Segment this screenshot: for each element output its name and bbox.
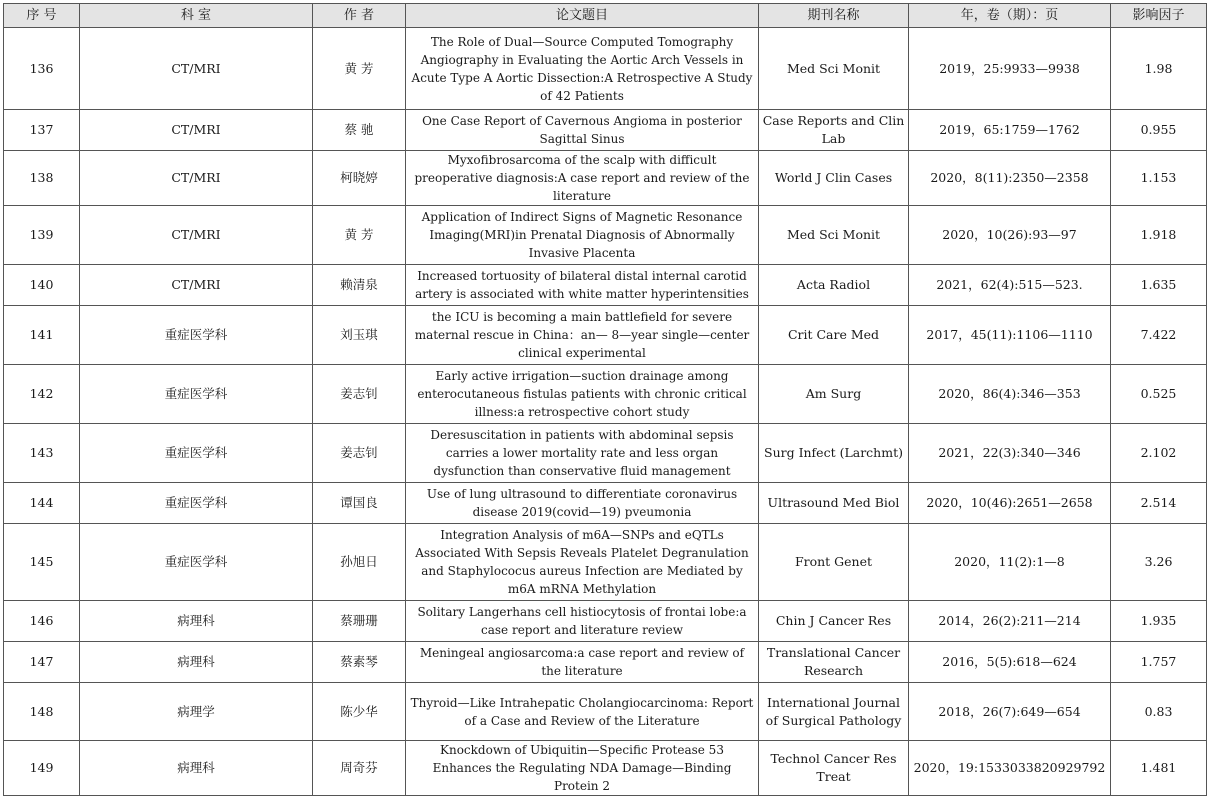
cell-seq: 138 xyxy=(4,151,80,206)
cell-impact: 1.757 xyxy=(1111,642,1207,683)
cell-title: One Case Report of Cavernous Angioma in posterior Sagittal Sinus xyxy=(406,110,759,151)
cell-dept: 病理科 xyxy=(80,741,313,796)
cell-dept: CT/MRI xyxy=(80,28,313,110)
cell-title: Myxofibrosarcoma of the scalp with difficult preoperative diagnosis:A case report and review of the literature xyxy=(406,151,759,206)
cell-dept: 重症医学科 xyxy=(80,524,313,601)
cell-pages: 2020，11(2):1—8 xyxy=(909,524,1111,601)
header-pages: 年，卷（期）：页 xyxy=(909,4,1111,28)
cell-impact: 2.514 xyxy=(1111,483,1207,524)
cell-title: Integration Analysis of m6A—SNPs and eQTLs Associated With Sepsis Reveals Platelet Degranulation and Staphylococus aureus Infection are Mediated by m6A mRNA Methylation xyxy=(406,524,759,601)
table-row xyxy=(4,741,1207,796)
cell-pages: 2020，8(11):2350—2358 xyxy=(909,151,1111,206)
cell-title: Knockdown of Ubiquitin—Specific Protease 53 Enhances the Regulating NDA Damage—Binding Protein 2 xyxy=(406,741,759,796)
cell-dept: CT/MRI xyxy=(80,265,313,306)
cell-journal: Med Sci Monit xyxy=(759,206,909,265)
cell-journal: Med Sci Monit xyxy=(759,28,909,110)
cell-journal: Am Surg xyxy=(759,365,909,424)
cell-impact: 1.98 xyxy=(1111,28,1207,110)
cell-author: 刘玉琪 xyxy=(313,306,406,365)
cell-seq: 136 xyxy=(4,28,80,110)
cell-seq: 141 xyxy=(4,306,80,365)
table-row xyxy=(4,483,1207,524)
cell-seq: 145 xyxy=(4,524,80,601)
cell-pages: 2017，45(11):1106—1110 xyxy=(909,306,1111,365)
cell-author: 谭国良 xyxy=(313,483,406,524)
cell-seq: 143 xyxy=(4,424,80,483)
cell-seq: 146 xyxy=(4,601,80,642)
cell-author: 黄 芳 xyxy=(313,28,406,110)
cell-impact: 1.481 xyxy=(1111,741,1207,796)
table-row xyxy=(4,110,1207,151)
cell-seq: 142 xyxy=(4,365,80,424)
cell-author: 姜志钊 xyxy=(313,424,406,483)
cell-journal: Ultrasound Med Biol xyxy=(759,483,909,524)
cell-title: Solitary Langerhans cell histiocytosis of frontai lobe:a case report and literature review xyxy=(406,601,759,642)
cell-author: 蔡珊珊 xyxy=(313,601,406,642)
cell-dept: 病理学 xyxy=(80,683,313,741)
cell-author: 孙旭日 xyxy=(313,524,406,601)
cell-pages: 2014，26(2):211—214 xyxy=(909,601,1111,642)
cell-pages: 2020，10(26):93—97 xyxy=(909,206,1111,265)
cell-author: 周奇芬 xyxy=(313,741,406,796)
cell-impact: 3.26 xyxy=(1111,524,1207,601)
cell-seq: 148 xyxy=(4,683,80,741)
cell-author: 姜志钊 xyxy=(313,365,406,424)
cell-impact: 0.525 xyxy=(1111,365,1207,424)
table-body xyxy=(4,28,1207,796)
cell-dept: 重症医学科 xyxy=(80,306,313,365)
cell-dept: CT/MRI xyxy=(80,206,313,265)
cell-pages: 2021，62(4):515—523. xyxy=(909,265,1111,306)
cell-pages: 2019，65:1759—1762 xyxy=(909,110,1111,151)
cell-impact: 2.102 xyxy=(1111,424,1207,483)
cell-author: 赖清泉 xyxy=(313,265,406,306)
cell-dept: 病理科 xyxy=(80,642,313,683)
cell-impact: 1.635 xyxy=(1111,265,1207,306)
cell-dept: 重症医学科 xyxy=(80,483,313,524)
cell-title: Application of Indirect Signs of Magnetic Resonance Imaging(MRI)in Prenatal Diagnosis of Abnormally Invasive Placenta xyxy=(406,206,759,265)
cell-pages: 2018，26(7):649—654 xyxy=(909,683,1111,741)
cell-journal: Chin J Cancer Res xyxy=(759,601,909,642)
cell-dept: CT/MRI xyxy=(80,151,313,206)
cell-journal: Technol Cancer Res Treat xyxy=(759,741,909,796)
cell-dept: CT/MRI xyxy=(80,110,313,151)
table-header xyxy=(4,4,1207,28)
cell-journal: Acta Radiol xyxy=(759,265,909,306)
header-dept: 科 室 xyxy=(80,4,313,28)
cell-dept: 重症医学科 xyxy=(80,365,313,424)
table-row xyxy=(4,683,1207,741)
cell-author: 蔡 驰 xyxy=(313,110,406,151)
table-row xyxy=(4,524,1207,601)
table-row xyxy=(4,642,1207,683)
cell-title: Meningeal angiosarcoma:a case report and review of the literature xyxy=(406,642,759,683)
cell-author: 黄 芳 xyxy=(313,206,406,265)
table-row xyxy=(4,151,1207,206)
cell-impact: 0.955 xyxy=(1111,110,1207,151)
cell-journal: Case Reports and Clin Lab xyxy=(759,110,909,151)
cell-seq: 144 xyxy=(4,483,80,524)
table-row xyxy=(4,601,1207,642)
cell-title: Increased tortuosity of bilateral distal internal carotid artery is associated with white matter hyperintensities xyxy=(406,265,759,306)
table-row xyxy=(4,365,1207,424)
cell-title: Thyroid—Like Intrahepatic Cholangiocarcinoma: Report of a Case and Review of the Literature xyxy=(406,683,759,741)
cell-pages: 2020，19:1533033820929792 xyxy=(909,741,1111,796)
cell-dept: 病理科 xyxy=(80,601,313,642)
table-row xyxy=(4,28,1207,110)
cell-title: The Role of Dual—Source Computed Tomography Angiography in Evaluating the Aortic Arch Vessels in Acute Type A Aortic Dissection:A Retrospective A Study of 42 Patients xyxy=(406,28,759,110)
cell-title: Early active irrigation—suction drainage among enterocutaneous fistulas patients with chronic critical illness:a retrospective cohort study xyxy=(406,365,759,424)
header-seq: 序 号 xyxy=(4,4,80,28)
cell-journal: Front Genet xyxy=(759,524,909,601)
cell-impact: 0.83 xyxy=(1111,683,1207,741)
publications-table xyxy=(3,3,1207,796)
header-journal: 期刊名称 xyxy=(759,4,909,28)
cell-journal: Surg Infect (Larchmt) xyxy=(759,424,909,483)
cell-author: 蔡素琴 xyxy=(313,642,406,683)
cell-pages: 2016，5(5):618—624 xyxy=(909,642,1111,683)
header-author: 作 者 xyxy=(313,4,406,28)
cell-pages: 2020，86(4):346—353 xyxy=(909,365,1111,424)
cell-title: Deresuscitation in patients with abdominal sepsis carries a lower mortality rate and less organ dysfunction than conservative fluid management xyxy=(406,424,759,483)
cell-pages: 2019，25:9933—9938 xyxy=(909,28,1111,110)
cell-pages: 2020，10(46):2651—2658 xyxy=(909,483,1111,524)
cell-seq: 137 xyxy=(4,110,80,151)
table-row xyxy=(4,424,1207,483)
cell-dept: 重症医学科 xyxy=(80,424,313,483)
table-row xyxy=(4,206,1207,265)
cell-seq: 139 xyxy=(4,206,80,265)
cell-impact: 1.935 xyxy=(1111,601,1207,642)
cell-author: 柯晓婷 xyxy=(313,151,406,206)
cell-impact: 7.422 xyxy=(1111,306,1207,365)
header-impact: 影响因子 xyxy=(1111,4,1207,28)
cell-seq: 147 xyxy=(4,642,80,683)
cell-seq: 140 xyxy=(4,265,80,306)
cell-pages: 2021，22(3):340—346 xyxy=(909,424,1111,483)
cell-title: the ICU is becoming a main battlefield for severe maternal rescue in China：an— 8—year single—center clinical experimental xyxy=(406,306,759,365)
cell-impact: 1.918 xyxy=(1111,206,1207,265)
cell-journal: World J Clin Cases xyxy=(759,151,909,206)
table-row xyxy=(4,306,1207,365)
cell-title: Use of lung ultrasound to differentiate coronavirus disease 2019(covid—19) pveumonia xyxy=(406,483,759,524)
cell-author: 陈少华 xyxy=(313,683,406,741)
table-row xyxy=(4,265,1207,306)
header-title: 论文题目 xyxy=(406,4,759,28)
cell-journal: Translational Cancer Research xyxy=(759,642,909,683)
cell-journal: International Journal of Surgical Pathology xyxy=(759,683,909,741)
cell-impact: 1.153 xyxy=(1111,151,1207,206)
cell-journal: Crit Care Med xyxy=(759,306,909,365)
cell-seq: 149 xyxy=(4,741,80,796)
